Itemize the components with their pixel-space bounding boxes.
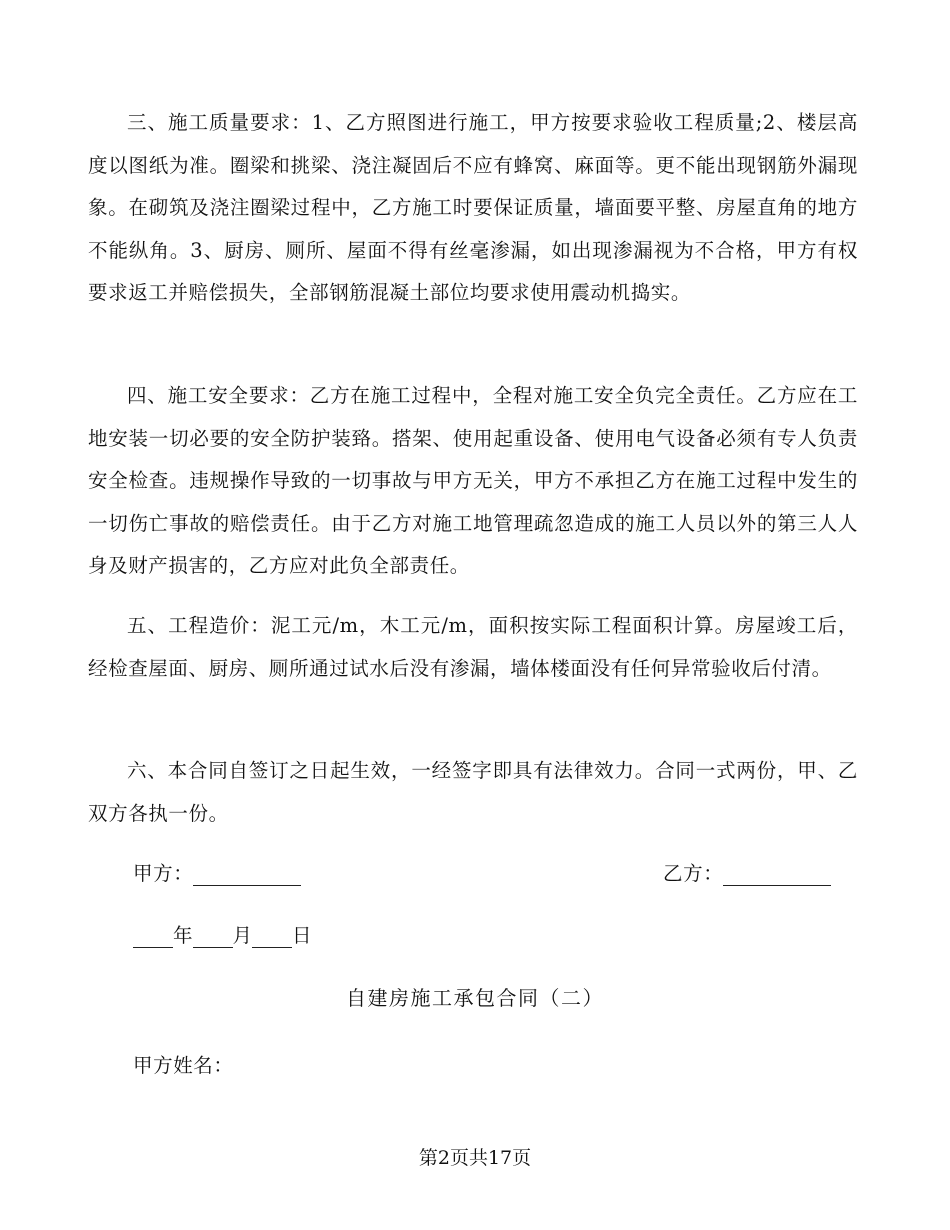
clause-contract-effect: 六、本合同自签订之日起生效，一经签字即具有法律效力。合同一式两份，甲、乙双方各执一份。 — [88, 759, 858, 825]
party-b-signature — [663, 858, 831, 886]
signature-row — [133, 858, 843, 890]
year-blank — [133, 925, 173, 948]
party-a-signature-blank — [193, 863, 301, 886]
signing-date — [133, 920, 312, 948]
month-blank — [193, 925, 233, 948]
clause-construction-quality: 三、施工质量要求：1、乙方照图进行施工，甲方按要求验收工程质量;2、楼层高度以图纸为准。圈梁和挑梁、浇注凝固后不应有蜂窝、麻面等。更不能出现钢筋外漏现象。在砌筑及浇注圈梁过程中，乙方施工时要保证质量，墙面要平整、房屋直角的地方不能纵角。3、厨房、厕所、屋面不得有丝毫渗漏，如出现渗漏视为不合格，甲方有权要求返工并赔偿损失，全部钢筋混凝土部位均要求使用震动机捣实。 — [88, 111, 858, 304]
party-a-label: 甲方： — [133, 862, 194, 885]
party-a-name-label: 甲方姓名： — [133, 1054, 234, 1077]
day-label: 日 — [292, 924, 312, 947]
day-blank — [252, 925, 292, 948]
party-b-signature-blank — [723, 863, 831, 886]
year-label: 年 — [173, 924, 193, 947]
party-b-label: 乙方： — [663, 862, 724, 885]
month-label: 月 — [232, 924, 253, 947]
clause-project-cost: 五、工程造价：泥工元/m，木工元/m，面积按实际工程面积计算。房屋竣工后，经检查屋面、厨房、厕所通过试水后没有渗漏，墙体楼面没有任何异常验收后付清。 — [88, 614, 858, 680]
party-a-signature — [133, 858, 301, 886]
clause-construction-safety: 四、施工安全要求：乙方在施工过程中，全程对施工安全负完全责任。乙方应在工地安装一切必要的安全防护装臵。搭架、使用起重设备、使用电气设备必须有专人负责安全检查。违规操作导致的一切事故与甲方无关，甲方不承担乙方在施工过程中发生的一切伤亡事故的赔偿责任。由于乙方对施工地管理疏忽造成的施工人员以外的第三人人身及财产损害的，乙方应对此负全部责任。 — [88, 384, 858, 577]
section-title: 自建房施工承包合同（二） — [346, 986, 604, 1010]
page-number-footer: 第2页共17页 — [418, 1147, 532, 1169]
